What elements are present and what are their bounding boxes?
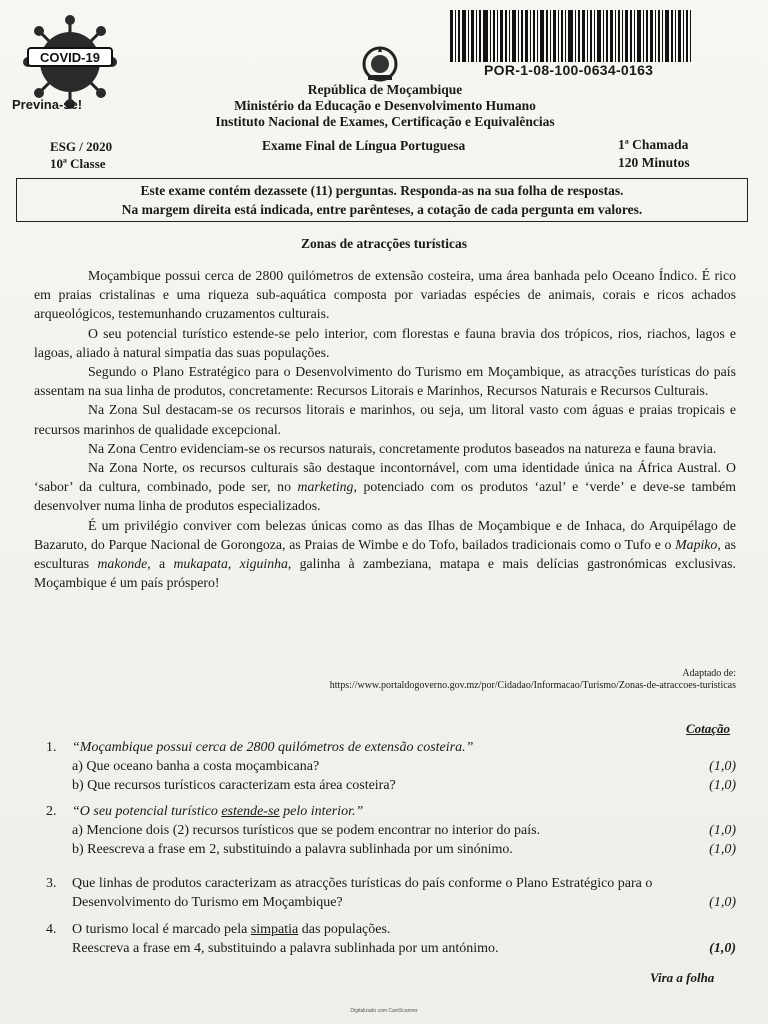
source-label: Adaptado de: [682,668,736,679]
text-run: É um privilégio conviver com belezas únicas como as das Ilhas de Moçambique e de Inhaca, do Arquipélago de Bazaruto, do Parque Nacional de Gorongoza, as Praias de Wimbe e do Tofo, bailados tradicionais como o Tufo e o [34,517,736,552]
instructions-box [16,178,748,222]
exam-level-block [50,138,112,172]
text-run: pelo interior.” [279,804,364,819]
question-number: 1. [46,740,57,755]
text-run: Na Zona Norte, os recursos culturais são destaque incontornável, com uma identidade única na África Austral. O ‘sabor’ da cultura, combinado, pode ser, no [34,460,736,495]
instructions-line-2: Na margem direita está indicada, entre parênteses, a cotação de cada pergunta em valores. [121,202,643,217]
question-1a: a) Que oceano banha a costa moçambicana? [72,759,320,774]
exam-level: ESG / 2020 [50,139,113,154]
paragraph: Moçambique possui cerca de 2800 quilómetros de extensão costeira, uma área banhada pelo Oceano Índico. É rico em praias cristalinas e uma riqueza sub-aquática composta por variadas espécies de animais, corais e ricos achados arqueológicos, testemunhando cruzamentos culturais. [34,268,736,322]
covid-label: COVID-19 [40,50,100,65]
paragraph [34,458,736,516]
next-page-note: Vira a folha [650,970,715,985]
exam-class: 10ª Classe [50,156,106,171]
source-citation [330,668,736,692]
slogan: Previna-se! [12,97,83,112]
question-quote [72,802,736,821]
text-run: O turismo local é marcado pela [72,922,251,937]
paragraph [34,516,736,593]
paragraph: Na Zona Sul destacam-se os recursos litorais e marinhos, ou seja, um litoral vasto com águas e praias tropicais e recursos marinhos de qualidade excepcional. [34,402,736,437]
italic-term: mukapata [173,556,228,572]
exam-session-block [618,136,690,172]
question-2a: a) Mencione dois (2) recursos turísticos que se podem encontrar no interior do país. [72,823,541,838]
underlined-word: simpatia [250,922,299,937]
paragraph: Na Zona Centro evidenciam-se os recursos naturais, concretamente produtos baseados na natureza e fauna bravia. [88,440,717,456]
question-number: 2. [46,804,57,819]
score: (1,0) [709,842,736,857]
text-run: das populações. [298,922,391,937]
score: (1,0) [709,823,736,838]
exam-call: 1ª Chamada [618,137,689,152]
italic-term: marketing [297,479,354,495]
text-run: , potenciado com os produtos ‘azul’ e ‘verde’ e deve-se também desenvolver numa linha de produtos especializados. [34,479,736,514]
barcode [450,10,760,62]
text-run: , as esculturas [34,536,736,572]
header-ministry: Ministério da Educação e Desenvolvimento Humano [234,98,536,113]
score: (1,0) [709,759,736,774]
question-2b: b) Reescreva a frase em 2, substituindo a palavra sublinhada por um sinónimo. [72,842,513,857]
header-institute: Instituto Nacional de Exames, Certificação e Equivalências [215,114,555,129]
question-4-instruction: Reescreva a frase em 4, substituindo a palavra sublinhada por um antónimo. [72,941,499,956]
question-2 [46,802,736,859]
question-1 [46,738,736,795]
question-4 [46,920,736,958]
barcode-number: POR-1-08-100-0634-0163 [484,62,654,78]
italic-term: Mapiko [675,536,718,552]
text-run: , [227,556,240,572]
text-run: , a [147,556,174,572]
question-text: Que linhas de produtos caracterizam as atracções turísticas do país conforme o Plano Estratégico para o Desenvolvimento do Turismo em Moçambique? [72,876,653,910]
header-republic: República de Moçambique [307,82,463,97]
underlined-word: estende-se [221,804,280,819]
score: (1,0) [709,941,736,956]
reading-text [34,266,736,592]
scanner-footer: Digitalizado com CamScanner [350,1008,418,1014]
score: (1,0) [709,895,736,910]
question-number: 4. [46,922,57,937]
paragraph: Segundo o Plano Estratégico para o Desenvolvimento do Turismo em Moçambique, as atracções turísticas do país assentam na sua linha de produtos, concretamente: Recursos Litorais e Marinhos, Recursos Naturais e Recursos Culturais. [34,364,736,399]
national-emblem-icon [360,44,400,84]
italic-term: xiguinha [239,556,288,572]
question-number: 3. [46,876,57,891]
text-run: , galinha à zambeziana, matapa e mais delícias gastronómicas exclusivas. Moçambique é um país próspero! [34,556,736,591]
source-url: https://www.portaldogoverno.gov.mz/por/Cidadao/Informacao/Turismo/Zonas-de-atraccoes-turisticas [329,680,736,691]
question-quote: “Moçambique possui cerca de 2800 quilómetros de extensão costeira.” [72,740,474,755]
text-title: Zonas de atracções turísticas [300,236,468,251]
cotacao-header: Cotação [686,721,731,736]
text-run: “O seu potencial turístico [72,804,222,819]
score: (1,0) [709,778,736,793]
exam-duration: 120 Minutos [618,155,690,170]
question-1b: b) Que recursos turísticos caracterizam esta área costeira? [72,778,396,793]
italic-term: makonde [97,556,148,572]
instructions-line-1: Este exame contém dezassete (11) perguntas. Responda-as na sua folha de respostas. [140,183,624,198]
paragraph: O seu potencial turístico estende-se pelo interior, com florestas e fauna bravia dos trópicos, rios, riachos, lagos e lagoas, aliado à natural simpatia das suas populações. [34,325,736,360]
question-3 [46,874,736,912]
question-text [72,920,736,939]
exam-title: Exame Final de Língua Portuguesa [262,138,466,153]
covid-virus-logo [22,14,118,110]
